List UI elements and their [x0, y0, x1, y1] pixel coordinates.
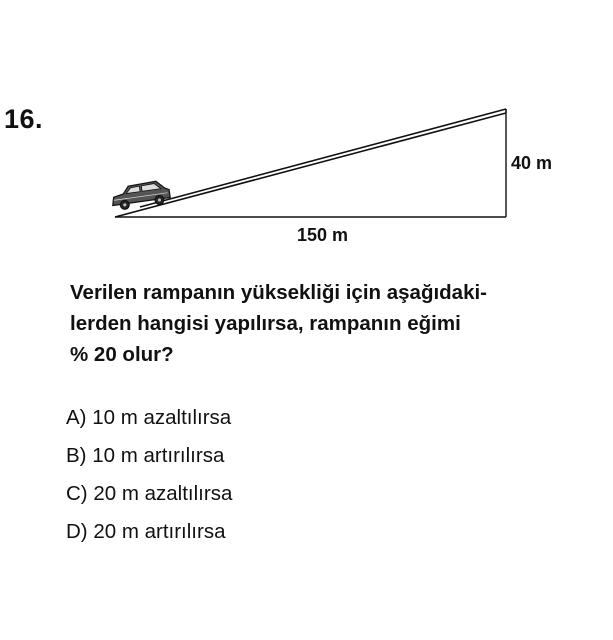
height-label: 40 m — [511, 153, 553, 173]
option-text: 10 m azaltılırsa — [92, 406, 232, 429]
option-b[interactable] — [66, 437, 232, 475]
option-text: 20 m artırılırsa — [93, 520, 226, 543]
question-number: 16. — [4, 104, 44, 134]
option-letter: C) — [66, 482, 88, 505]
option-text: 20 m azaltılırsa — [93, 482, 233, 505]
answer-options — [66, 399, 232, 551]
question-line: Verilen rampanın yüksekliği için aşağıdaki- — [70, 281, 488, 304]
option-letter: B) — [66, 444, 87, 467]
option-d[interactable] — [66, 513, 232, 551]
ramp-figure — [0, 0, 613, 260]
option-letter: A) — [66, 406, 87, 429]
question-line: lerden hangisi yapılırsa, rampanın eğimi — [70, 312, 461, 335]
option-a[interactable] — [66, 399, 232, 437]
ramp-surface — [115, 109, 506, 217]
question-text — [70, 277, 600, 370]
question-line: % 20 olur? — [70, 343, 174, 366]
base-label: 150 m — [297, 225, 349, 245]
option-c[interactable] — [66, 475, 232, 513]
option-letter: D) — [66, 520, 88, 543]
option-text: 10 m artırılırsa — [92, 444, 225, 467]
